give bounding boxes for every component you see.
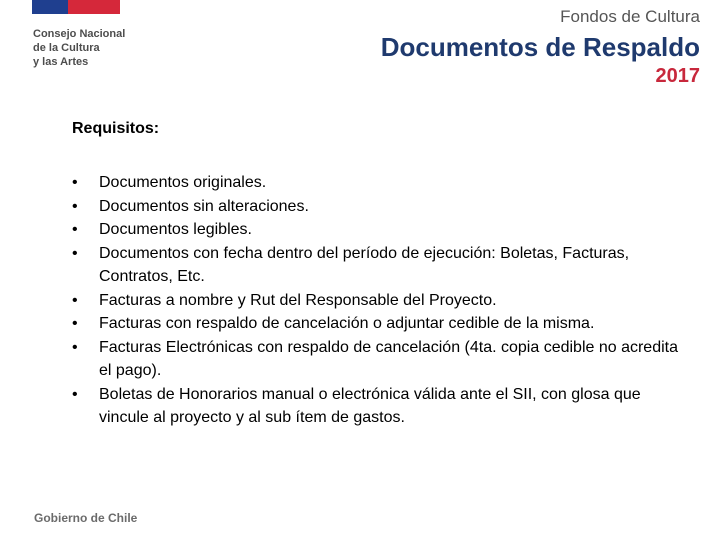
list-item-text: Documentos con fecha dentro del período de ejecución: Boletas, Facturas, Contratos, Etc.: [99, 244, 630, 285]
slide-header: [381, 6, 700, 88]
bullet-icon: •: [72, 338, 78, 356]
section-subtitle: Requisitos:: [72, 120, 160, 137]
list-item-text: Documentos originales.: [99, 174, 267, 191]
bullet-icon: •: [72, 291, 78, 309]
list-item-text: Facturas con respaldo de cancelación o adjuntar cedible de la misma.: [99, 315, 595, 332]
bullet-icon: •: [72, 197, 78, 215]
bullet-icon: •: [72, 244, 78, 262]
list-item: [72, 218, 682, 242]
footer-logo: Gobierno de Chile: [34, 511, 138, 525]
institution-line-3: y las Artes: [33, 56, 89, 68]
institution-logo: [33, 27, 125, 69]
list-item: [72, 242, 682, 289]
institution-line-1: Consejo Nacional: [33, 28, 126, 40]
bullet-icon: •: [72, 174, 78, 191]
institution-line-2: de la Cultura: [33, 42, 100, 54]
list-item: [72, 336, 682, 383]
chile-flag-stripe: [32, 0, 120, 14]
list-item-text: Facturas Electrónicas con respaldo de cancelación (4ta. copia cedible no acredita el pago).: [99, 338, 678, 379]
requirements-list: [72, 171, 682, 430]
list-item-text: Documentos legibles.: [99, 221, 252, 238]
slide-year: 2017: [655, 65, 700, 87]
header-kicker: Fondos de Cultura: [560, 7, 700, 26]
list-item-text: Facturas a nombre y Rut del Responsable del Proyecto.: [99, 291, 497, 309]
list-item: [72, 289, 682, 313]
list-item-text: Boletas de Honorarios manual o electrónica válida ante el SII, con glosa que vincule al proyecto y al sub ítem de gastos.: [99, 385, 641, 426]
list-item-text: Documentos sin alteraciones.: [99, 197, 309, 215]
bullet-icon: •: [72, 315, 78, 332]
list-item: [72, 171, 682, 195]
bullet-icon: •: [72, 221, 78, 238]
list-item: [72, 312, 682, 336]
bullet-icon: •: [72, 385, 78, 403]
list-item: [72, 383, 682, 430]
flag-red-block: [68, 0, 120, 14]
slide-title: Documentos de Respaldo: [380, 32, 700, 62]
list-item: [72, 195, 682, 219]
flag-blue-block: [32, 0, 68, 14]
